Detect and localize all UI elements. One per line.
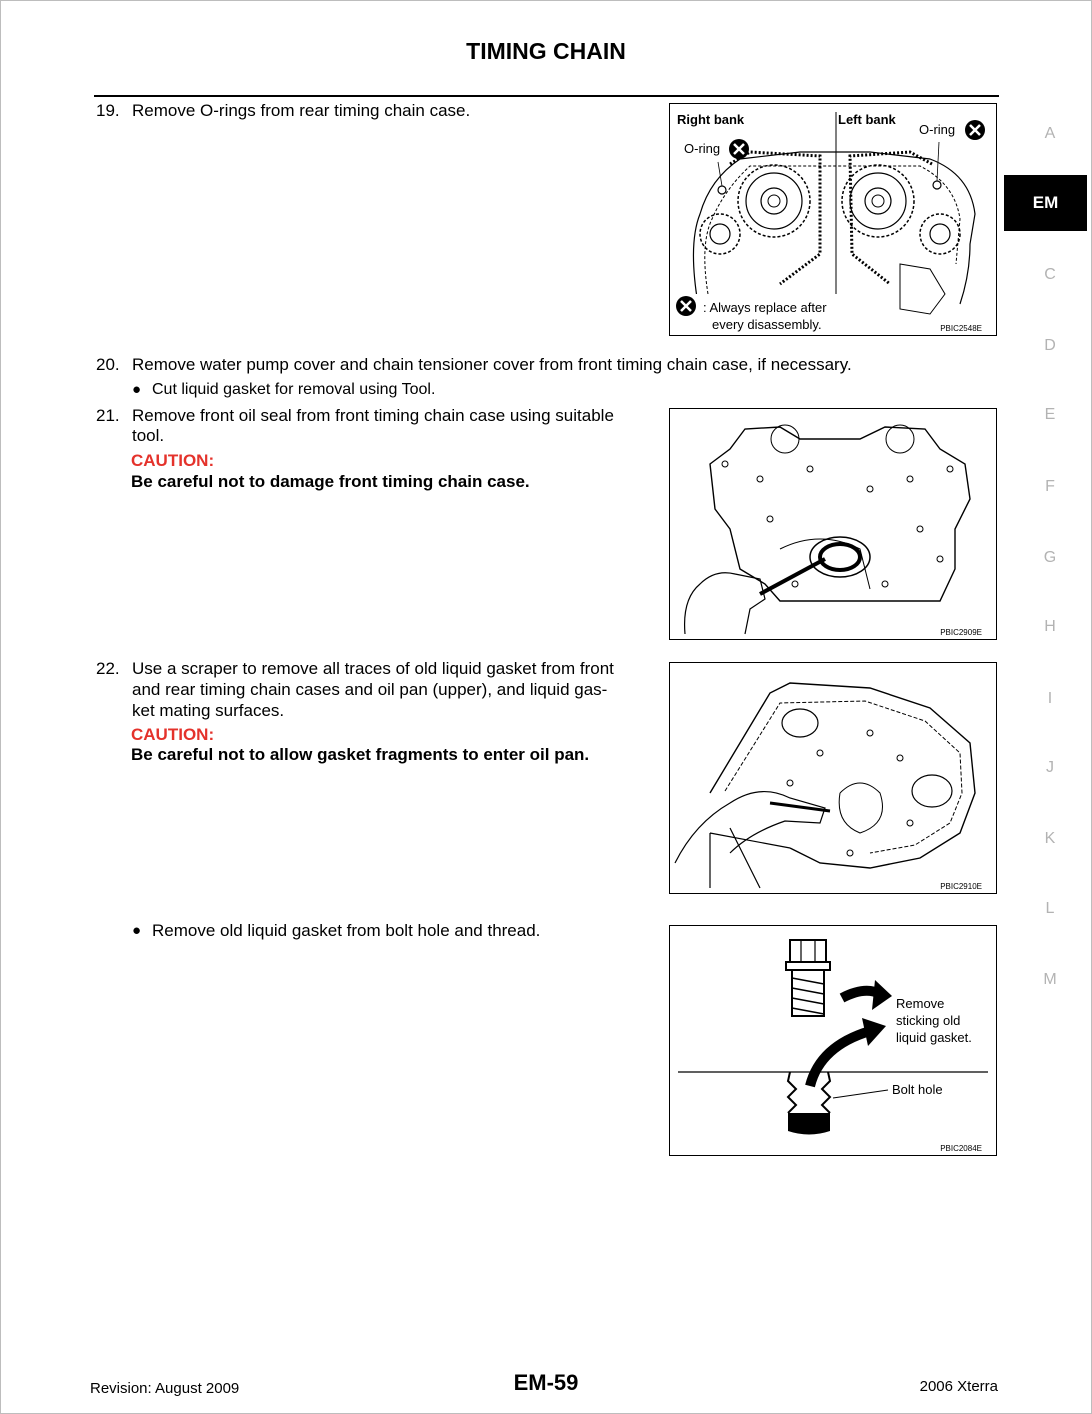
timing-chain-o-ring-diagram	[670, 104, 996, 335]
caution-text: Be careful not to allow gasket fragments to enter oil pan.	[131, 745, 590, 764]
figure-code: PBIC2910E	[940, 882, 982, 891]
page-title: TIMING CHAIN	[466, 38, 626, 64]
label-bolt-hole: Bolt hole	[892, 1082, 943, 1097]
label-right-bank: Right bank	[677, 112, 745, 127]
side-tab-d[interactable]: D	[1044, 337, 1056, 354]
replace-x-icon	[729, 139, 749, 159]
figure-code: PBIC2909E	[940, 628, 982, 637]
side-tab-j[interactable]: J	[1046, 759, 1054, 776]
side-tab-h[interactable]: H	[1044, 618, 1056, 635]
bullet-dot: ●	[132, 922, 142, 939]
side-tab-g[interactable]: G	[1043, 549, 1057, 566]
step-text: Remove O-rings from rear timing chain case.	[132, 101, 471, 120]
label-o-ring-right: O-ring	[684, 141, 721, 156]
front-case-seal-diagram	[670, 409, 996, 639]
caution-label: CAUTION:	[131, 451, 215, 470]
step-text: ket mating surfaces.	[132, 701, 285, 720]
step-text: Remove water pump cover and chain tensioner cover from front timing chain case, if necessary.	[132, 355, 852, 374]
figure-code: PBIC2548E	[940, 324, 982, 333]
step-text: and rear timing chain cases and oil pan (upper), and liquid gas-	[132, 680, 608, 699]
label-remove-line2: sticking old	[896, 1013, 961, 1028]
figure-code: PBIC2084E	[940, 1144, 982, 1153]
bullet-text: Cut liquid gasket for removal using Tool.	[152, 381, 436, 398]
label-o-ring-left: O-ring	[919, 122, 956, 137]
figure-front-oil-seal	[669, 408, 997, 640]
bullet-text: Remove old liquid gasket from bolt hole and thread.	[152, 921, 541, 940]
step-text: Use a scraper to remove all traces of old liquid gasket from front	[132, 659, 614, 678]
footer-model: 2006 Xterra	[919, 1378, 998, 1395]
figure-scraper	[669, 662, 997, 894]
legend-note-line1: : Always replace after	[703, 300, 827, 315]
side-tab-f[interactable]: F	[1045, 478, 1055, 495]
side-tab-e[interactable]: E	[1044, 406, 1056, 423]
legend-x-icon	[676, 296, 696, 316]
side-tab-l[interactable]: L	[1045, 900, 1055, 917]
figure-o-rings	[669, 103, 997, 336]
scraper-gasket-diagram	[670, 663, 996, 893]
step-text: Remove front oil seal from front timing chain case using suitable	[132, 406, 614, 425]
step-number: 22.	[96, 659, 120, 678]
side-tab-c[interactable]: C	[1044, 266, 1056, 283]
step-number: 19.	[96, 101, 120, 120]
step-number: 21.	[96, 406, 120, 425]
step-text: tool.	[132, 426, 165, 445]
footer-page-number: EM-59	[513, 1370, 579, 1395]
label-remove-line3: liquid gasket.	[896, 1030, 972, 1045]
footer-revision: Revision: August 2009	[90, 1380, 240, 1397]
side-tab-k[interactable]: K	[1044, 830, 1056, 847]
label-remove-line1: Remove	[896, 996, 945, 1011]
side-tab-i[interactable]: I	[1047, 690, 1053, 707]
replace-x-icon	[965, 120, 985, 140]
title-rule	[94, 95, 999, 97]
step-number: 20.	[96, 355, 120, 374]
side-tab-em-active[interactable]: EM	[1004, 175, 1087, 231]
caution-text: Be careful not to damage front timing chain case.	[131, 472, 530, 491]
caution-label: CAUTION:	[131, 725, 215, 744]
side-tab-a[interactable]: A	[1044, 125, 1056, 142]
side-tab-m[interactable]: M	[1043, 971, 1057, 988]
figure-bolt-hole	[669, 925, 997, 1156]
legend-note-line2: every disassembly.	[712, 317, 822, 332]
bullet-dot: ●	[132, 381, 142, 398]
label-left-bank: Left bank	[838, 112, 896, 127]
bolt-hole-gasket-diagram	[670, 926, 996, 1155]
